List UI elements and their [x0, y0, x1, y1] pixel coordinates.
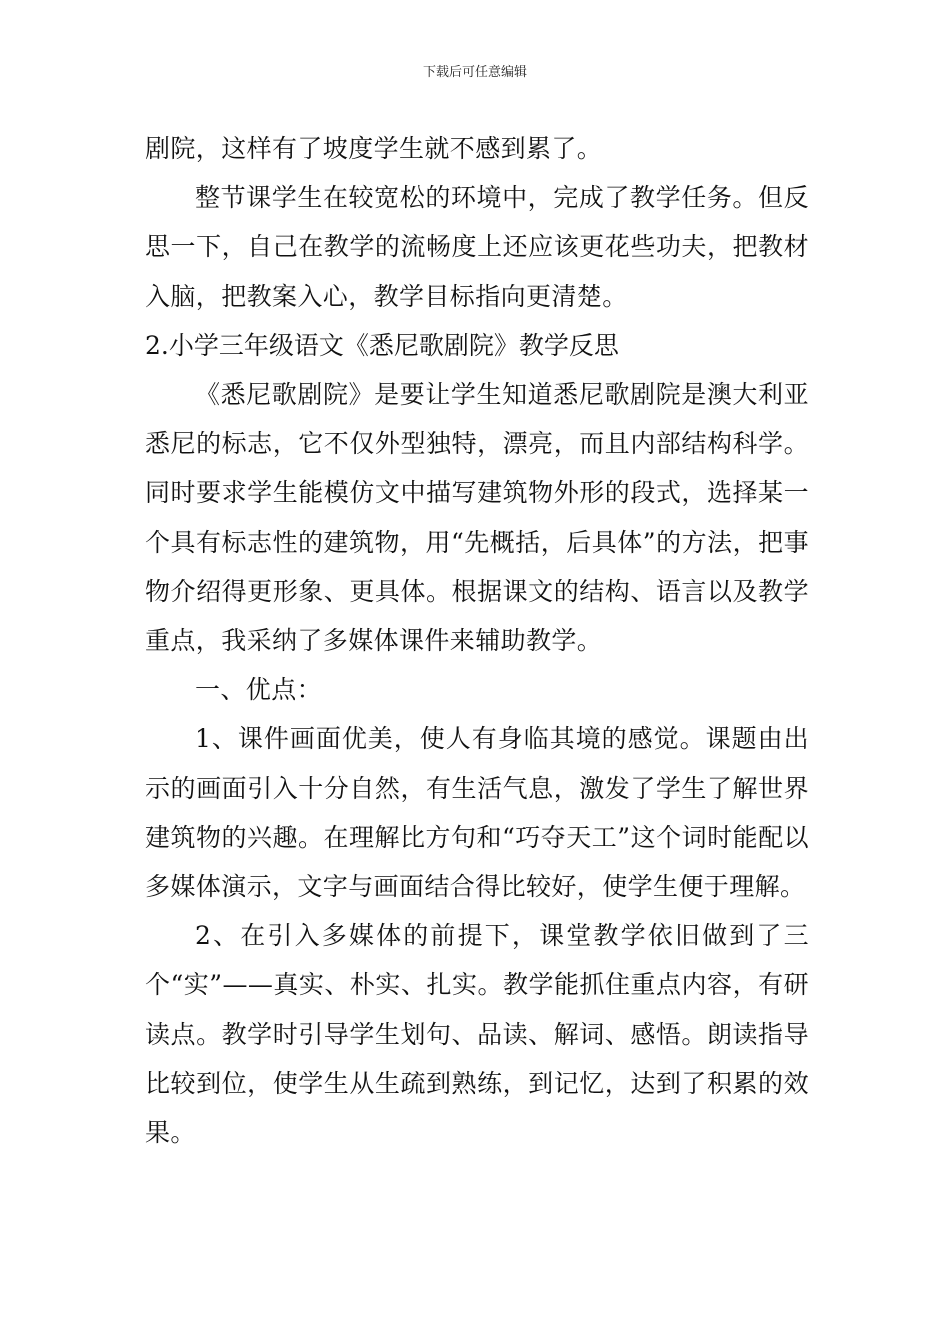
- paragraph-point-1: 1、课件画面优美，使人有身临其境的感觉。课题由出示的画面引入十分自然，有生活气息，激发了学生了解世界建筑物的兴趣。在理解比方句和“巧夺天工”这个词时能配以多媒体演示，文字与画面结合得比较好，使学生便于理解。: [145, 724, 809, 902]
- page-header-note: 下载后可任意编辑: [422, 65, 527, 80]
- paragraph-continuation: 剧院，这样有了坡度学生就不感到累了。: [145, 134, 603, 163]
- document-body: [145, 124, 809, 1157]
- paragraph-reflection: 整节课学生在较宽松的环境中，完成了教学任务。但反思一下，自己在教学的流畅度上还应该更花些功夫，把教材入脑，把教案入心，教学目标指向更清楚。: [145, 183, 809, 311]
- paragraph-point-2: 2、在引入多媒体的前提下，课堂教学依旧做到了三个“实”——真实、朴实、扎实。教学能抓住重点内容，有研读点。教学时引导学生划句、品读、解词、感悟。朗读指导比较到位，使学生从生疏到熟练，到记忆，达到了积累的效果。: [145, 921, 809, 1148]
- subheading-advantages: 一、优点：: [195, 675, 323, 705]
- paragraph-intro: 《悉尼歌剧院》是要让学生知道悉尼歌剧院是澳大利亚悉尼的标志，它不仅外型独特，漂亮，而且内部结构科学。同时要求学生能模仿文中描写建筑物外形的段式，选择某一个具有标志性的建筑物，用“先概括，后具体”的方法，把事物介绍得更形象、更具体。根据课文的结构、语言以及教学重点，我采纳了多媒体课件来辅助教学。: [145, 380, 809, 656]
- section-heading: 2.小学三年级语文《悉尼歌剧院》教学反思: [145, 330, 619, 360]
